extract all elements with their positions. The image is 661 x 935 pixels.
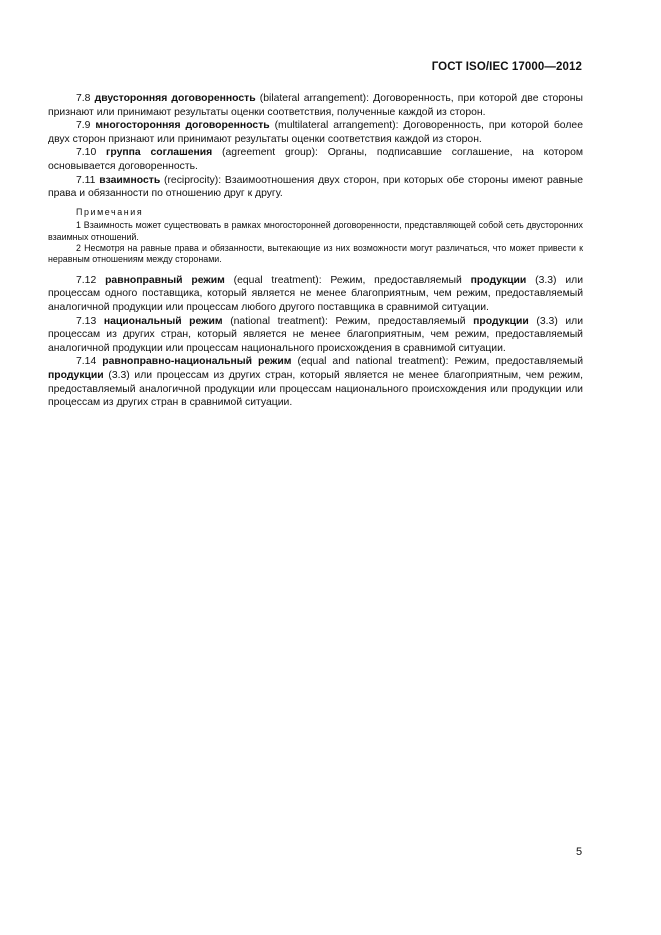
entry-definition: (bilateral arrangement): Договоренность, при которой две стороны признают или принимают результаты оценки соответствия, полученные каждой из сторон.	[48, 93, 583, 118]
entry-definition: (national treatment): Режим, предоставляемый	[222, 315, 474, 327]
entry-definition: (3.3) или процессам из других стран, который является не менее благоприятным, чем режим, предоставляемый аналогичной продукции или процессам национального происхождения или продукции или процессам из других стран в сравнимой ситуации.	[48, 369, 583, 409]
entry-term: равноправно-национальный режим	[102, 356, 292, 368]
entry-definition: (reciprocity): Взаимоотношения двух сторон, при которых обе стороны имеют равные права и обязанности по отношению друг к другу.	[48, 174, 584, 200]
entry-number: 7.11	[76, 174, 96, 186]
entry-number: 7.10	[76, 147, 97, 159]
note-item: 2 Несмотря на равные права и обязанности, вытекающие из них возможности могут различаться, что может привести к неравным отношениям между сторонами.	[48, 242, 583, 265]
document-body	[48, 92, 583, 410]
entry-term: многосторонняя договоренность	[95, 120, 270, 132]
page-number: 5	[576, 846, 583, 858]
entry-term: группа соглашения	[106, 147, 213, 159]
entry-term: национальный режим	[103, 315, 223, 327]
note-item: 1 Взаимность может существовать в рамках многосторонней договоренности, представляющей собой сеть двусторонних взаимных отношений.	[48, 220, 583, 242]
entry-number: 7.8	[76, 93, 91, 104]
entry-term: взаимность	[99, 174, 161, 186]
entry-number: 7.12	[76, 274, 97, 286]
notes-title: Примечания	[76, 206, 144, 217]
entry-definition: (equal treatment): Режим, предоставляемый	[224, 274, 471, 286]
entry-definition: (3.3) или процессам из других стран, который является не менее благоприятным, чем режим, предоставляемый аналогичной продукции или процессам национального происхождения в сравнимой ситуации.	[48, 315, 584, 354]
term-entry-7-11	[48, 174, 583, 201]
entry-definition: (3.3) или процессам одного поставщика, который является не менее благоприятным, чем режим, предоставляемый аналогичной продукции или процессам любого другого поставщика в сравнимой ситуации.	[48, 274, 584, 313]
notes-block	[48, 207, 583, 266]
entry-term-reference: продукции	[473, 315, 529, 327]
term-entry-7-12	[48, 274, 583, 315]
term-entry-7-13	[48, 315, 583, 356]
entry-definition: (agreement group): Органы, подписавшие соглашение, на котором основывается договоренность.	[48, 147, 584, 172]
entry-term: равноправный режим	[105, 274, 225, 286]
entry-number: 7.9	[76, 120, 91, 132]
term-entry-7-9	[48, 119, 583, 146]
entry-term: двусторонняя договоренность	[94, 93, 256, 104]
entry-definition: (equal and national treatment): Режим, предоставляемый	[291, 356, 583, 368]
document-header: ГОСТ ISO/IEC 17000—2012	[431, 61, 582, 73]
term-entry-7-8	[48, 92, 583, 119]
entry-number: 7.13	[76, 315, 97, 327]
entry-definition: (multilateral arrangement): Договоренность, при которой более двух сторон признают или принимают результаты оценки соответствия каждой из сторон.	[48, 120, 583, 145]
term-entry-7-14	[48, 355, 583, 409]
entry-term-reference: продукции	[48, 369, 104, 381]
entry-term-reference: продукции	[470, 274, 527, 286]
entry-number: 7.14	[76, 356, 97, 368]
term-entry-7-10	[48, 146, 583, 173]
